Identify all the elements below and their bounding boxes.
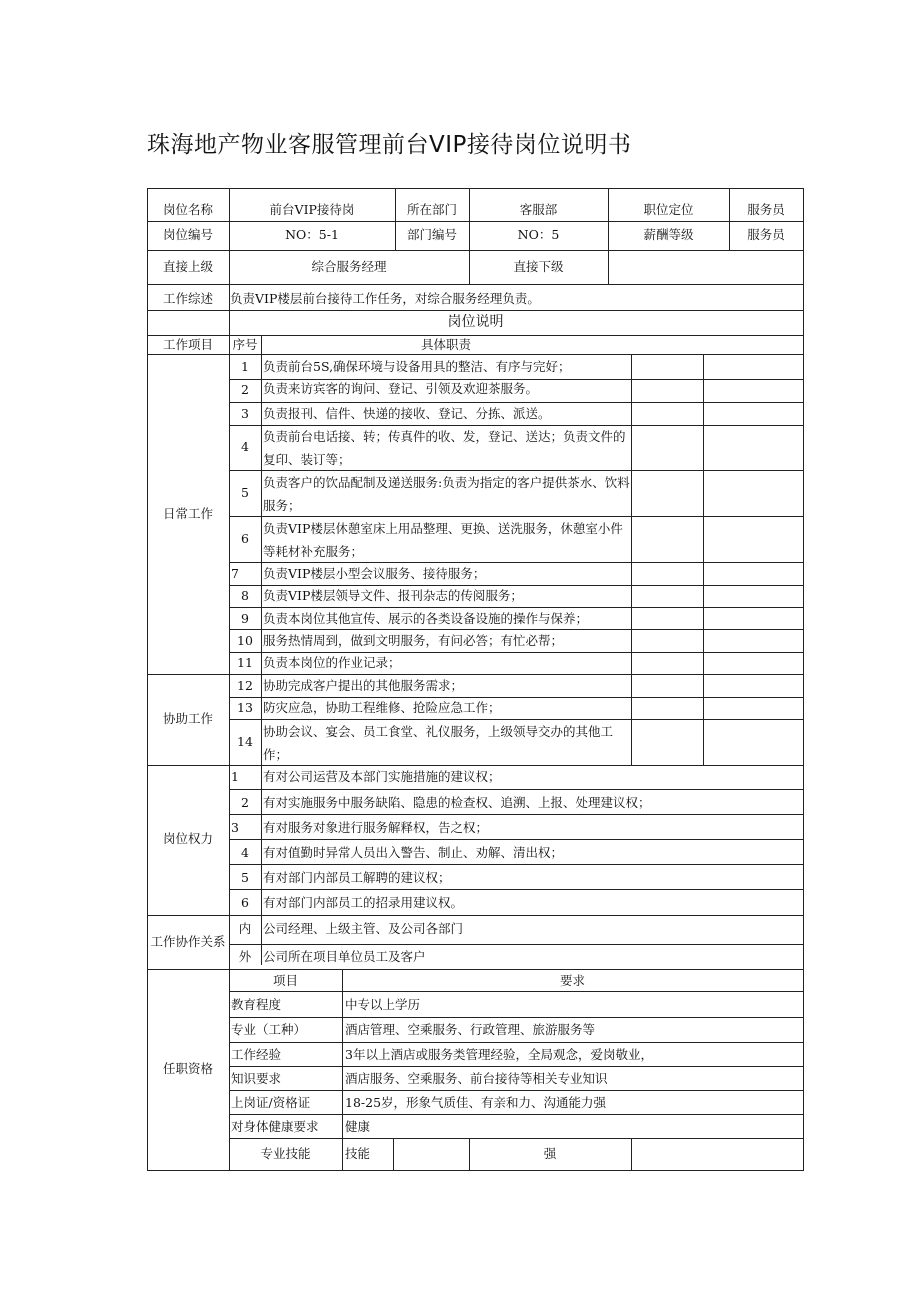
duty-text: 负责前台电话接、转；传真件的收、发，登记、送达；负责文件的复印、装订等； bbox=[263, 429, 626, 467]
label-post-number: 岗位编号 bbox=[162, 227, 213, 242]
rule bbox=[229, 1042, 804, 1043]
skills-name: 技能 bbox=[345, 1146, 371, 1161]
group-assist-work: 协助工作 bbox=[162, 711, 213, 726]
rule bbox=[229, 1017, 804, 1018]
qualification-requirement: 3年以上酒店或服务类管理经验，全局观念，爱岗敬业， bbox=[345, 1047, 653, 1062]
group-authority: 岗位权力 bbox=[162, 831, 213, 846]
qualification-item: 教育程度 bbox=[231, 997, 282, 1012]
authority-number: 1 bbox=[231, 769, 239, 784]
col-item: 项目 bbox=[272, 973, 298, 988]
relation-side: 内 bbox=[238, 921, 252, 936]
duty-text: 防灾应急，协助工程维修、抢险应急工作； bbox=[263, 700, 501, 715]
duty-text: 协助会议、宴会、员工食堂、礼仪服务，上级领导交办的其他工作； bbox=[263, 724, 614, 762]
salary-grade-value: 服务员 bbox=[747, 227, 785, 242]
rule bbox=[342, 969, 343, 1170]
authority-number: 4 bbox=[241, 845, 249, 860]
rule bbox=[229, 1114, 804, 1115]
rule bbox=[261, 335, 262, 965]
qualification-requirement: 酒店服务、空乘服务、前台接待等相关专业知识 bbox=[345, 1071, 608, 1086]
authority-number: 6 bbox=[241, 895, 249, 910]
department-number-value: NO：5 bbox=[517, 227, 560, 242]
rule bbox=[147, 221, 804, 222]
duty-number: 1 bbox=[241, 359, 249, 374]
authority-text: 有对部门内部员工的招录用建议权。 bbox=[263, 895, 464, 910]
rule bbox=[147, 1170, 804, 1171]
rule bbox=[631, 1138, 632, 1170]
rule bbox=[229, 1138, 804, 1139]
label-department-number: 部门编号 bbox=[406, 227, 457, 242]
rule bbox=[703, 354, 704, 765]
col-work-item: 工作项目 bbox=[162, 337, 213, 352]
label-position: 职位定位 bbox=[643, 202, 694, 217]
label-work-summary: 工作综述 bbox=[162, 291, 213, 306]
group-daily-work: 日常工作 bbox=[162, 506, 213, 521]
rule bbox=[147, 284, 804, 285]
rule bbox=[229, 864, 804, 865]
position-value: 服务员 bbox=[747, 202, 785, 217]
relation-side: 外 bbox=[238, 949, 252, 964]
section-title: 岗位说明 bbox=[447, 314, 504, 330]
label-direct-subordinate: 直接下级 bbox=[513, 259, 564, 274]
duty-text: 协助完成客户提出的其他服务需求； bbox=[263, 678, 464, 693]
relation-text: 公司所在项目单位员工及客户 bbox=[263, 949, 426, 964]
duty-text: 负责VIP楼层休憩室床上用品整理、更换、送洗服务，休憩室小件等耗材补充服务； bbox=[263, 521, 623, 559]
duty-text: 负责前台5S,确保环境与设备用具的整洁、有序与完好； bbox=[263, 359, 571, 374]
duty-text: 负责本岗位的作业记录； bbox=[263, 655, 401, 670]
duty-number: 4 bbox=[241, 439, 249, 454]
duty-number: 2 bbox=[241, 382, 249, 397]
rule bbox=[229, 814, 804, 815]
authority-text: 有对实施服务中服务缺陷、隐患的检查权、追溯、上报、处理建议权； bbox=[263, 795, 651, 810]
duty-number: 10 bbox=[237, 633, 253, 648]
qualification-requirement: 中专以上学历 bbox=[345, 997, 421, 1012]
duty-number: 12 bbox=[237, 678, 253, 693]
duty-text: 负责客户的饮品配制及递送服务:负责为指定的客户提供茶水、饮料服务； bbox=[263, 475, 630, 513]
rule bbox=[147, 188, 804, 189]
col-duties: 具体职责 bbox=[420, 337, 471, 352]
duty-number: 11 bbox=[237, 655, 253, 670]
label-department: 所在部门 bbox=[406, 202, 457, 217]
qualification-item: 对身体健康要求 bbox=[231, 1119, 319, 1134]
duty-number: 9 bbox=[241, 611, 249, 626]
department-value: 客服部 bbox=[519, 202, 558, 217]
rule bbox=[147, 250, 804, 251]
post-name-value: 前台VIP接待岗 bbox=[269, 202, 355, 217]
duty-text: 负责来访宾客的询问、登记、引领及欢迎茶服务。 bbox=[263, 381, 539, 396]
duty-number: 7 bbox=[231, 566, 239, 581]
duty-number: 8 bbox=[241, 588, 249, 603]
qualification-requirement: 18-25岁，形象气质佳、有亲和力、沟通能力强 bbox=[345, 1095, 607, 1110]
duty-text: 负责VIP楼层小型会议服务、接待服务； bbox=[263, 566, 486, 581]
rule bbox=[393, 1138, 394, 1170]
duty-number: 14 bbox=[237, 734, 253, 749]
rule bbox=[229, 839, 804, 840]
authority-number: 5 bbox=[241, 870, 249, 885]
group-relations: 工作协作关系 bbox=[150, 934, 226, 949]
duty-text: 负责VIP楼层领导文件、报刊杂志的传阅服务； bbox=[263, 588, 523, 603]
rule bbox=[229, 1066, 804, 1067]
group-qualification: 任职资格 bbox=[162, 1061, 213, 1076]
post-number-value: NO：5-1 bbox=[285, 227, 339, 242]
duty-text: 负责报刊、信件、快递的接收、登记、分拣、派送。 bbox=[263, 406, 551, 421]
relation-text: 公司经理、上级主管、及公司各部门 bbox=[263, 921, 464, 936]
qualification-requirement: 酒店管理、空乘服务、行政管理、旅游服务等 bbox=[345, 1022, 596, 1037]
duty-number: 3 bbox=[241, 406, 249, 421]
page-title: 珠海地产物业客服管理前台VIP接待岗位说明书 bbox=[147, 132, 632, 158]
col-requirement: 要求 bbox=[559, 973, 585, 988]
rule bbox=[631, 354, 632, 765]
duty-number: 6 bbox=[241, 531, 249, 546]
authority-text: 有对值勤时异常人员出入警告、制止、劝解、清出权； bbox=[263, 845, 564, 860]
col-number: 序号 bbox=[232, 337, 258, 352]
authority-text: 有对部门内部员工解聘的建议权； bbox=[263, 870, 451, 885]
duty-number: 13 bbox=[237, 700, 253, 715]
label-direct-superior: 直接上级 bbox=[162, 259, 213, 274]
rule bbox=[147, 915, 804, 916]
label-salary-grade: 薪酬等级 bbox=[643, 227, 694, 242]
work-summary-text: 负责VIP楼层前台接待工作任务，对综合服务经理负责。 bbox=[230, 291, 540, 306]
label-post-name: 岗位名称 bbox=[162, 202, 213, 217]
job-description-form bbox=[147, 188, 804, 1171]
authority-number: 3 bbox=[231, 820, 239, 835]
rule bbox=[229, 1090, 804, 1091]
direct-superior-value: 综合服务经理 bbox=[311, 259, 387, 274]
authority-text: 有对公司运营及本部门实施措施的建议权； bbox=[263, 769, 501, 784]
authority-number: 2 bbox=[241, 795, 249, 810]
rule bbox=[229, 889, 804, 890]
rule bbox=[229, 944, 804, 945]
qualification-item: 工作经验 bbox=[231, 1047, 282, 1062]
duty-number: 5 bbox=[241, 485, 249, 500]
duty-text: 服务热情周到，做到文明服务，有问必答；有忙必帮； bbox=[263, 633, 564, 648]
qualification-item: 专业（工种） bbox=[231, 1022, 307, 1037]
skills-level: 强 bbox=[543, 1146, 557, 1161]
qualification-requirement: 健康 bbox=[345, 1119, 371, 1134]
rule bbox=[803, 188, 804, 1171]
qualification-item: 知识要求 bbox=[231, 1071, 282, 1086]
authority-text: 有对服务对象进行服务解释权，告之权； bbox=[263, 820, 489, 835]
qualification-item: 上岗证/资格证 bbox=[231, 1095, 311, 1110]
skills-label: 专业技能 bbox=[260, 1146, 311, 1161]
rule bbox=[608, 250, 609, 284]
duty-text: 负责本岗位其他宣传、展示的各类设备设施的操作与保养； bbox=[263, 611, 589, 626]
rule bbox=[229, 789, 804, 790]
